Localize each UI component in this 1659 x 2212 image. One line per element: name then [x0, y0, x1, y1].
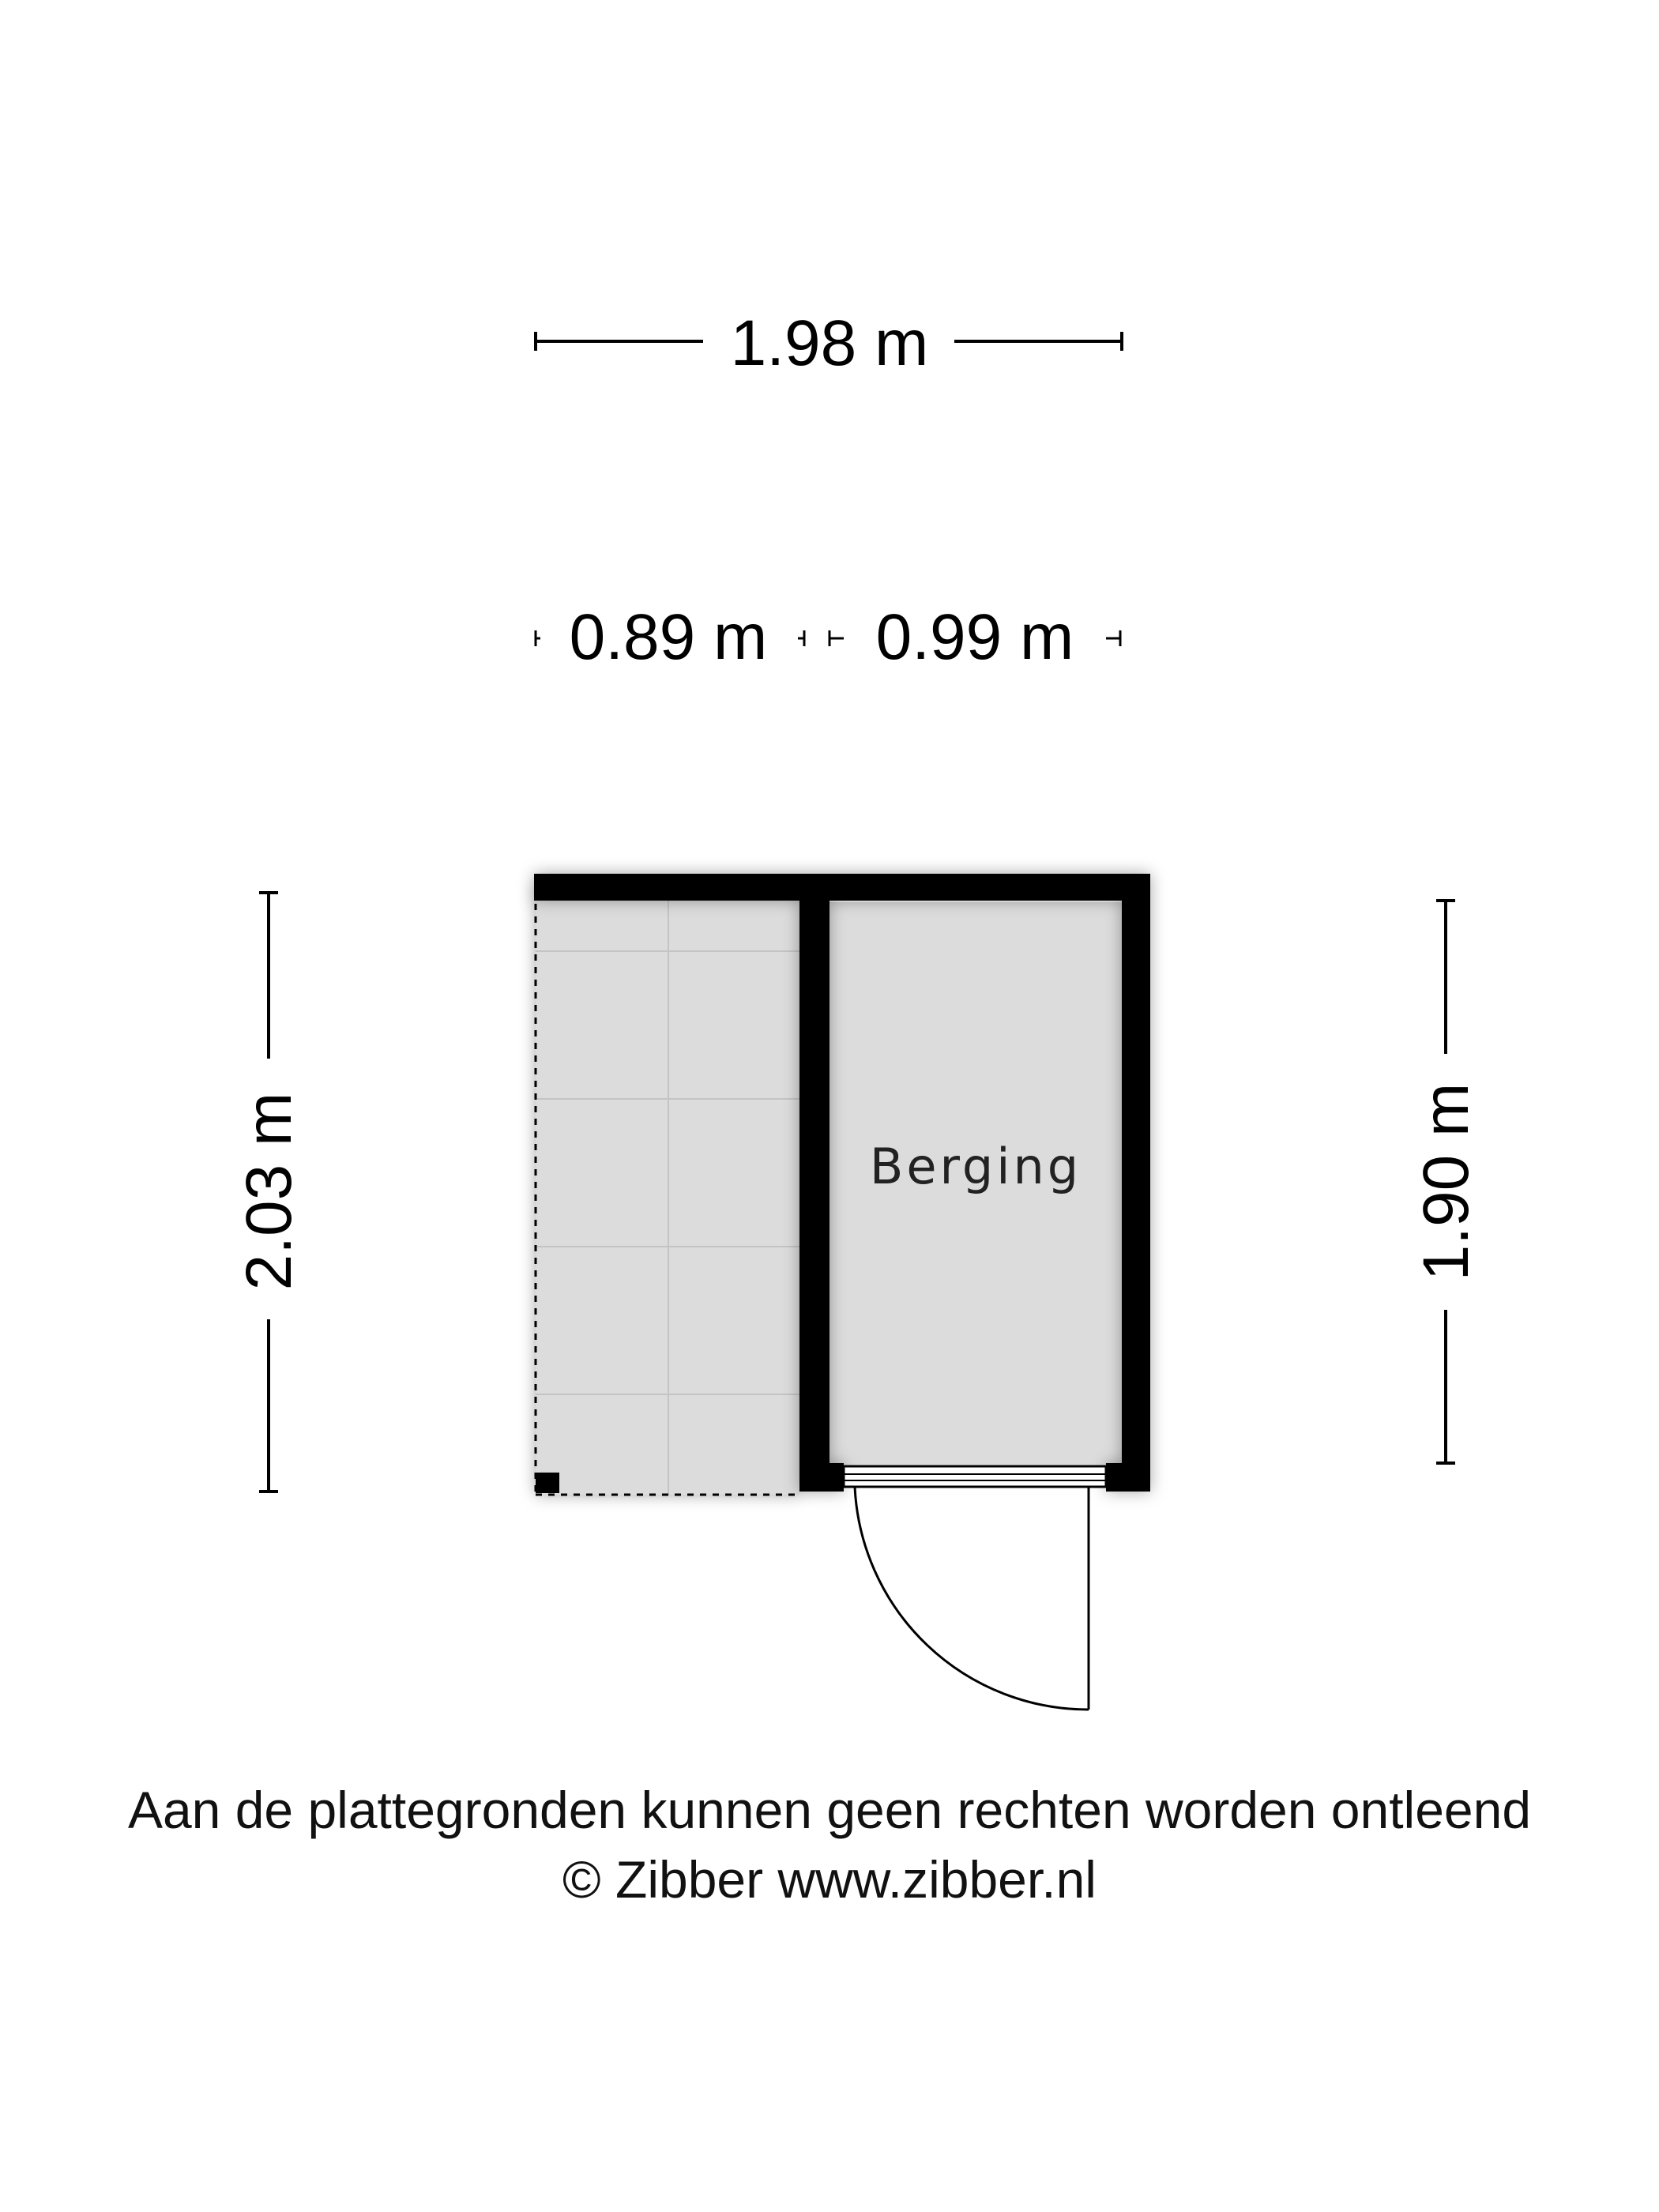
door	[844, 1466, 1106, 1710]
copyright-text: © Zibber www.zibber.nl	[562, 1850, 1097, 1909]
total-width-label: 1.98 m	[730, 307, 929, 379]
right-width-label: 0.99 m	[875, 601, 1074, 673]
left-height-label: 2.03 m	[233, 1092, 305, 1291]
left-width-label: 0.89 m	[569, 601, 768, 673]
tiled-area	[536, 891, 799, 1495]
dimension-split-widths	[536, 601, 1120, 673]
dimension-total-width	[536, 307, 1122, 379]
dimension-right-height	[1410, 901, 1482, 1463]
dimension-left-height	[233, 893, 305, 1492]
room-label: Berging	[869, 1138, 1082, 1195]
door-swing-arc	[855, 1487, 1089, 1710]
corner-post	[536, 1473, 559, 1493]
right-height-label: 1.90 m	[1410, 1082, 1482, 1281]
disclaimer-text: Aan de plattegronden kunnen geen rechten worden ontleend	[127, 1781, 1532, 1839]
